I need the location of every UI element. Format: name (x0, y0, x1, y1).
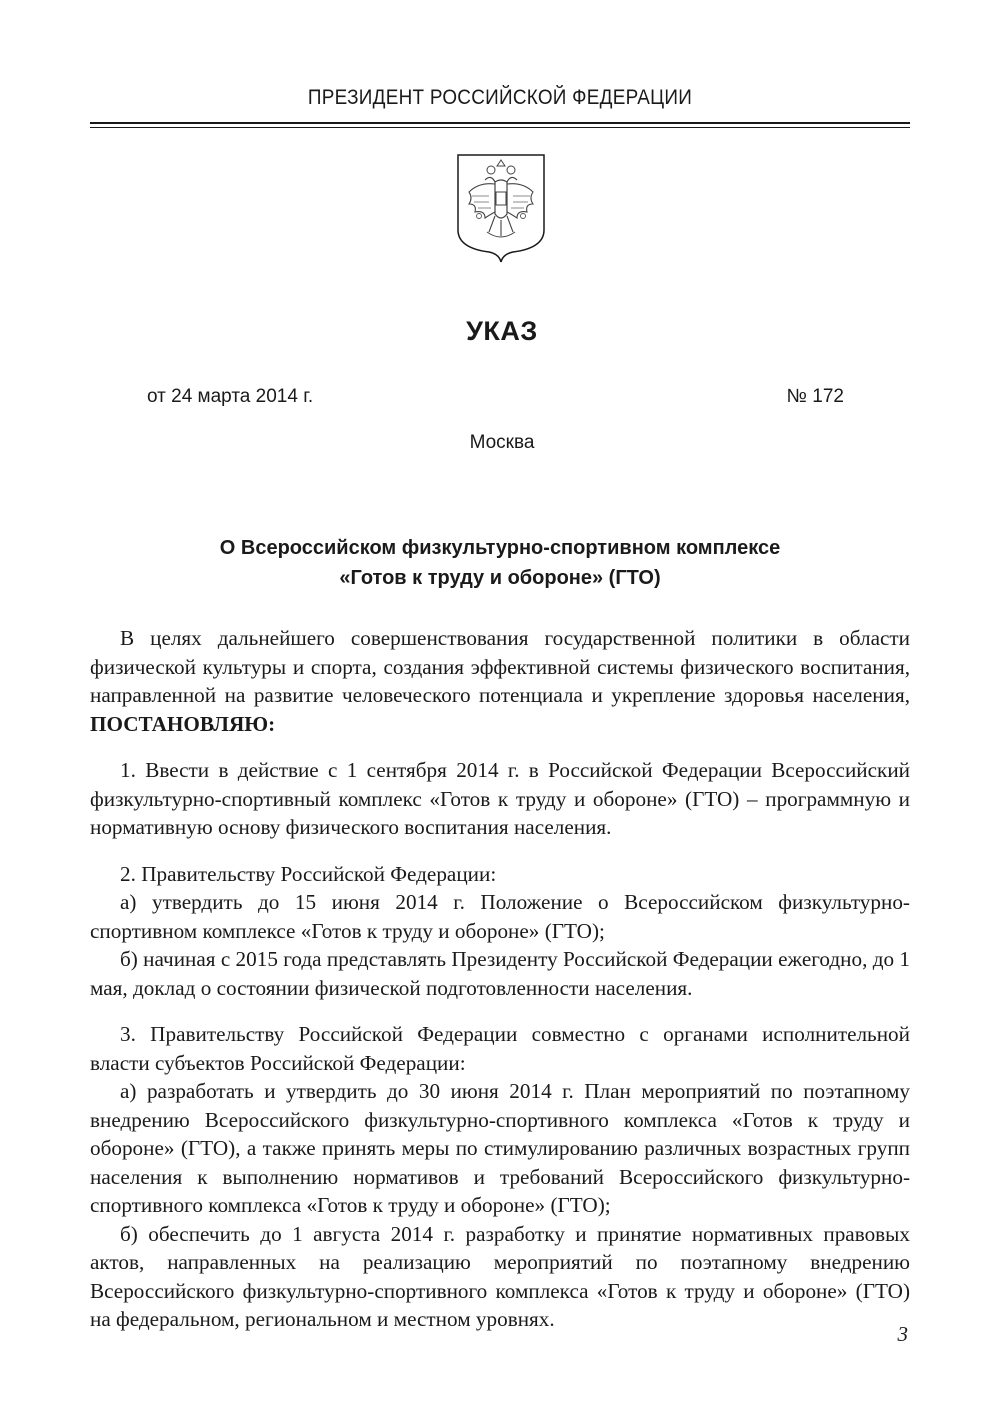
clause-2-b: б) начиная с 2015 года представлять Президенту Российской Федерации ежегодно, до 1 мая, доклад о состоянии физической подготовленности населения. (90, 947, 910, 1000)
clause-1: 1. Ввести в действие с 1 сентября 2014 г. в Российской Федерации Всероссийский физкультурно-спортивный комплекс «Готов к труду и обороне» (ГТО) – программную и нормативную основу физического воспитания населения. (90, 758, 910, 839)
document-heading (90, 533, 910, 593)
header-rule-thin (90, 127, 910, 128)
document-number: № 172 (786, 386, 844, 407)
document-body (90, 624, 910, 1334)
clause-2-a: а) утвердить до 15 июня 2014 г. Положение о Всероссийском физкультурно-спортивном комплексе «Готов к труду и обороне» (ГТО); (90, 890, 910, 943)
page-number: 3 (897, 1322, 908, 1346)
coat-of-arms-icon (455, 152, 547, 264)
document-type: УКАЗ (466, 316, 538, 346)
document-heading-line-1: О Всероссийском физкультурно-спортивном комплексе (219, 537, 781, 559)
document-city: Москва (469, 432, 535, 453)
clause-3: 3. Правительству Российской Федерации совместно с органами исполнительной власти субъектов Российской Федерации: (90, 1022, 910, 1075)
preamble-text: В целях дальнейшего совершенствования государственной политики в области физической культуры и спорта, создания эффективной системы физического воспитания, направленной на развитие человеческого потенциала и укрепление здоровья населения, (90, 626, 910, 707)
clause-3-a: а) разработать и утвердить до 30 июня 2014 г. План мероприятий по поэтапному внедрению Всероссийского физкультурно-спортивного комплекса «Готов к труду и обороне» (ГТО), а также принять меры по стимулированию различных возрастных групп населения к выполнению нормативов и требований Всероссийского физкультурно-спортивного комплекса «Готов к труду и обороне» (ГТО); (90, 1079, 910, 1217)
preamble-decree-word: ПОСТАНОВЛЯЮ: (90, 711, 276, 736)
document-date: от 24 марта 2014 г. (147, 386, 314, 407)
clause-3-b: б) обеспечить до 1 августа 2014 г. разработку и принятие нормативных правовых актов, направленных на реализацию мероприятий по поэтапному внедрению Всероссийского физкультурно-спортивного комплекса «Готов к труду и обороне» (ГТО) на федеральном, региональном и местном уровнях. (90, 1221, 910, 1331)
header-rule-thick (90, 122, 910, 124)
page-header-title: ПРЕЗИДЕНТ РОССИЙСКОЙ ФЕДЕРАЦИИ (307, 86, 693, 109)
clause-2: 2. Правительству Российской Федерации: (120, 861, 497, 886)
preamble-paragraph (90, 624, 910, 738)
document-heading-line-2: «Готов к труду и обороне» (ГТО) (339, 567, 661, 589)
